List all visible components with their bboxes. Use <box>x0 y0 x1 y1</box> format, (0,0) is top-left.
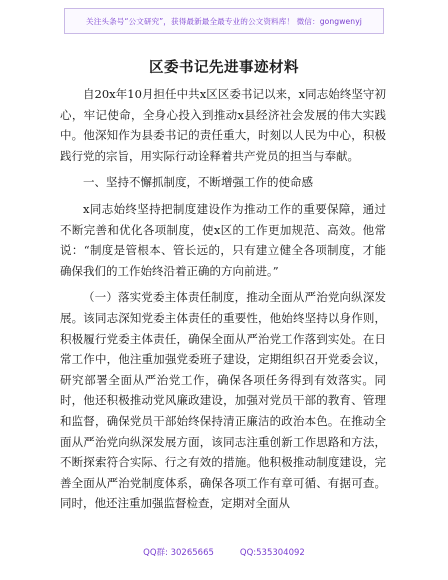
qq-text: QQ:535304092 <box>239 548 305 558</box>
section-heading: 一、坚持不懈抓制度，不断增强工作的使命感 <box>83 175 313 190</box>
footer-contact <box>0 546 448 558</box>
section-paragraph: x同志始终坚持把制度建设作为推动工作的重要保障，通过不断完善和优化各项制度，使x区的工作更加规范、高效。他常说：“制度是管根本、管长远的，只有建立健全各项制度，才能确保我们的工作始终沿着正确的方向前进。” <box>60 201 386 278</box>
qq-group-text: QQ群: 30265665 <box>143 548 214 558</box>
subsection-paragraph: （一）落实党委主体责任制度，推动全面从严治党向纵深发展。该同志深知党委主体责任的重要性，他始终坚持以身作则，积极履行党委主体责任，确保全面从严治党工作落到实处。在日常工作中，他注重加强党委班子建设，定期组织召开党委会议，研究部署全面从严治党工作，确保各项任务得到有效落实。同时，他还积极推动党风廉政建设，加强对党员干部的教育、管理和监督，确保党员干部始终保持清正廉洁的政治本色。在推动全面从严治党向纵深发展方面，该同志注重创新工作思路和方法，不断探索符合实际、行之有效的措施。他积极推动制度建设，完善全面从严治党制度体系，确保各项工作有章可循、有据可查。同时，他还注重加强监督检查，定期对全面从 <box>60 290 386 511</box>
promo-banner-text: 关注头条号“公文研究”，获得最新最全最专业的公文资料库！ 微信：gongwenyj <box>86 16 362 26</box>
intro-paragraph: 自20x年10月担任中共x区区委书记以来，x同志始终坚守初心，牢记使命，全身心投入到推动x县经济社会发展的伟大实践中。他深知作为县委书记的责任重大，时刻以人民为中心，积极践行党的宗旨，用实际行动诠释着共产党员的担当与奉献。 <box>60 87 386 163</box>
document-body <box>60 84 386 514</box>
document-title: 区委书记先进事迹材料 <box>149 59 299 76</box>
promo-banner <box>64 8 384 34</box>
